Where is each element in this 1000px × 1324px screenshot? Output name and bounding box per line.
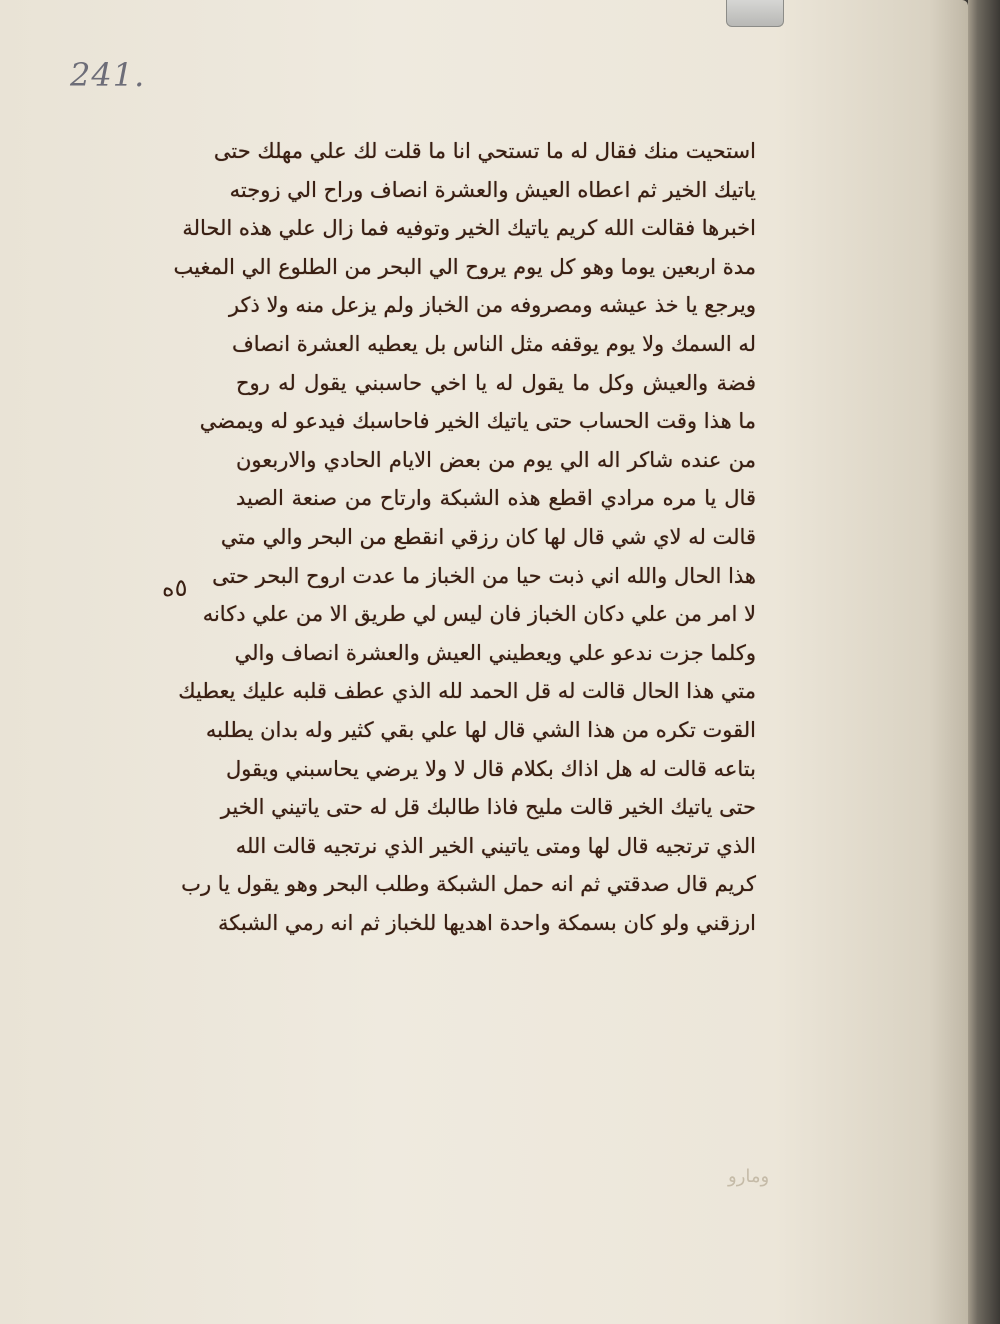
manuscript-line: قالت له لاي شي قال لها كان رزقي انقطع من البحر والي متي [220,524,756,549]
manuscript-line: ويرجع يا خذ عيشه ومصروفه من الخباز ولم يزعل منه ولا ذكر [228,293,756,318]
manuscript-line: كريم قال صدقتي ثم انه حمل الشبكة وطلب البحر وهو يقول يا رب [181,872,756,897]
manuscript-line: بتاعه قالت له هل اذاك بكلام قال لا ولا يرضي يحاسبني ويقول [225,756,756,781]
manuscript-line: حتى ياتيك الخير قالت مليح فاذا طالبك قل له حتى ياتيني الخير [220,795,756,820]
manuscript-line: قال يا مره مرادي اقطع هذه الشبكة وارتاح من صنعة الصيد [236,486,756,511]
manuscript-line: اخبرها فقالت الله كريم ياتيك الخير وتوفيه فما زال علي هذه الحالة [182,216,756,241]
manuscript-line: متي هذا الحال قالت له قل الحمد لله الذي عطف قلبه عليك يعطيك [178,679,756,704]
manuscript-line: استحيت منك فقال له ما تستحي انا ما قلت لك علي مهلك حتى [213,139,756,163]
manuscript-line: فضة والعيش وكل ما يقول له يا اخي حاسبني يقول له روح [236,370,756,395]
manuscript-line: مدة اربعين يوما وهو كل يوم يروح الي البحر من الطلوع الي المغيب [173,254,756,279]
margin-note: ٥ه [162,574,188,602]
manuscript-line: لا امر من علي دكان الخباز فان ليس لي طريق الا من علي دكانه [202,602,756,627]
manuscript-line: وكلما جزت ندعو علي ويعطيني العيش والعشرة انصاف والي [234,640,756,665]
manuscript-line: ارزقني ولو كان بسمكة واحدة اهديها للخباز ثم انه رمي الشبكة [218,910,756,935]
paper-clip [726,0,784,27]
manuscript-line: من عنده شاكر اله الي يوم من بعض الايام الحادي والاربعون [236,447,756,472]
manuscript-line: الذي ترتجيه قال لها ومتى ياتيني الخير الذي نرتجيه قالت الله [235,833,756,858]
manuscript-line: له السمك ولا يوم يوقفه مثل الناس بل يعطيه العشرة انصاف [231,331,756,356]
manuscript-line: ما هذا وقت الحساب حتى ياتيك الخير فاحاسبك فيدعو له ويمضي [199,409,756,434]
manuscript-line: ياتيك الخير ثم اعطاه العيش والعشرة انصاف وراح الي زوجته [229,177,756,202]
manuscript-line: القوت تكره من هذا الشي قال لها علي بقي كثير وله بدان يطلبه [205,717,756,742]
manuscript-line: هذا الحال والله اني ذبت حيا من الخباز ما عدت اروح البحر حتى [212,563,756,588]
ink-bleed-through: ومارو [728,1166,770,1187]
folio-number: 241. [70,56,146,94]
page-edge-shadow [968,0,1000,1324]
